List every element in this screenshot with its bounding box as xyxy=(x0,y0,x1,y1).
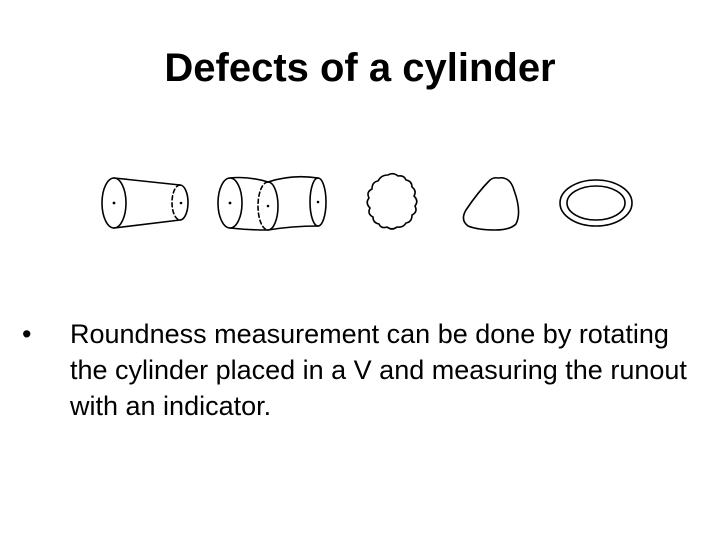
bullet-list xyxy=(20,316,700,424)
bullet-marker: • xyxy=(22,319,32,349)
lobed-round-icon xyxy=(463,178,518,230)
bullet-text: Roundness measurement can be done by rotating the cylinder placed in a V and measuring the runout with an indicator. xyxy=(70,319,687,421)
slide-title: Defects of a cylinder xyxy=(164,46,556,90)
cylinder-defects-drawing xyxy=(0,160,720,250)
tapered-cylinder-icon xyxy=(102,178,188,228)
bullet-item xyxy=(20,316,700,424)
cylinder-defects-figure xyxy=(0,160,720,250)
wavy-round-icon xyxy=(367,174,417,229)
oval-ring-icon xyxy=(560,180,632,226)
bent-cylinder-icon xyxy=(218,177,326,230)
